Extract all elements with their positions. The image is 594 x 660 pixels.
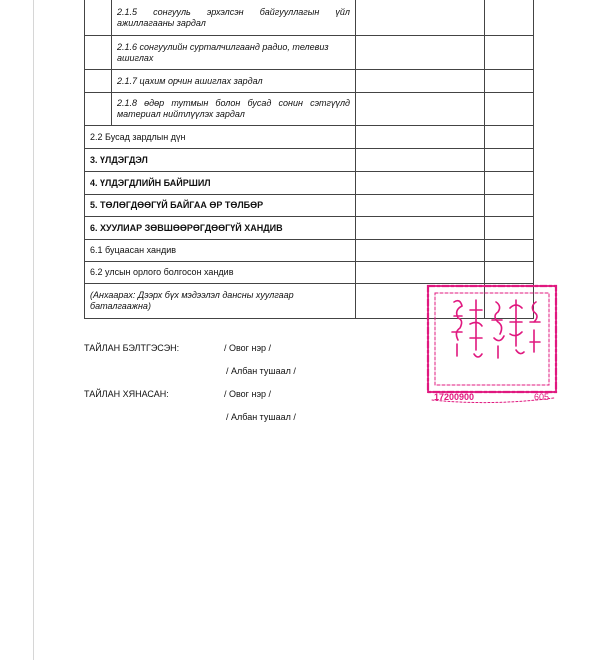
table-row bbox=[85, 126, 534, 149]
table-row bbox=[85, 149, 534, 172]
stamp-script-3 bbox=[492, 302, 504, 358]
official-stamp bbox=[424, 272, 560, 412]
reviewed-name: / Овог нэр / bbox=[224, 389, 272, 399]
row-label: 6.1 буцаасан хандив bbox=[85, 240, 356, 262]
row-label: 6. ХУУЛИАР ЗӨВШӨӨРӨГДӨӨГҮЙ ХАНДИВ bbox=[85, 217, 356, 240]
page-margin-line bbox=[33, 0, 34, 660]
value-cell bbox=[485, 172, 534, 195]
indent-cell bbox=[85, 36, 112, 70]
stamp-outer-border bbox=[428, 286, 556, 392]
value-cell bbox=[356, 240, 485, 262]
table-row bbox=[85, 240, 534, 262]
prepared-label: ТАЙЛАН БЭЛТГЭСЭН: bbox=[84, 343, 180, 353]
value-cell bbox=[485, 240, 534, 262]
table-row bbox=[85, 93, 534, 126]
value-cell bbox=[356, 195, 485, 217]
table-row bbox=[85, 195, 534, 217]
row-label: 6.2 улсын орлого болгосон хандив bbox=[85, 262, 356, 284]
value-cell bbox=[485, 126, 534, 149]
value-cell bbox=[356, 217, 485, 240]
stamp-number-tail: 605 bbox=[534, 392, 550, 402]
row-label: 2.2 Бусад зардлын дүн bbox=[85, 126, 356, 149]
value-cell bbox=[485, 0, 534, 36]
table-row bbox=[85, 172, 534, 195]
table-row bbox=[85, 0, 534, 36]
row-label: 4. ҮЛДЭГДЛИЙН БАЙРШИЛ bbox=[85, 172, 356, 195]
value-cell bbox=[485, 217, 534, 240]
table-row bbox=[85, 70, 534, 93]
value-cell bbox=[356, 126, 485, 149]
indent-cell bbox=[85, 0, 112, 36]
row-label: 2.1.8 өдөр тутмын болон бусад сонин сэтгүүлд материал нийтлүүлэх зардал bbox=[112, 93, 356, 126]
stamp-script-2 bbox=[470, 300, 482, 357]
row-label: 2.1.7 цахим орчин ашиглах зардал bbox=[112, 70, 356, 93]
prepared-name: / Овог нэр / bbox=[224, 343, 272, 353]
value-cell bbox=[485, 149, 534, 172]
row-label: 2.1.5 сонгууль эрхэлсэн байгууллагын үйл ажиллагааны зардал bbox=[112, 0, 356, 36]
table-row bbox=[85, 217, 534, 240]
stamp-script-5 bbox=[530, 302, 540, 352]
table-row bbox=[85, 36, 534, 70]
value-cell bbox=[356, 172, 485, 195]
row-label: 2.1.6 сонгуулийн сурталчилгаанд радио, телевиз ашиглах bbox=[112, 36, 356, 70]
row-label: 5. ТӨЛӨГДӨӨГҮЙ БАЙГАА ӨР ТӨЛБӨР bbox=[85, 195, 356, 217]
value-cell bbox=[485, 70, 534, 93]
value-cell bbox=[356, 149, 485, 172]
indent-cell bbox=[85, 70, 112, 93]
reviewed-label: ТАЙЛАН ХЯНАСАН: bbox=[84, 389, 169, 399]
row-label: 3. ҮЛДЭГДЭЛ bbox=[85, 149, 356, 172]
prepared-position: / Албан тушаал / bbox=[226, 366, 296, 376]
value-cell bbox=[356, 36, 485, 70]
stamp-script-1 bbox=[452, 301, 462, 356]
value-cell bbox=[485, 36, 534, 70]
value-cell bbox=[356, 0, 485, 36]
stamp-script-4 bbox=[510, 300, 524, 354]
value-cell bbox=[485, 195, 534, 217]
value-cell bbox=[485, 93, 534, 126]
indent-cell bbox=[85, 93, 112, 126]
reviewed-position: / Албан тушаал / bbox=[226, 412, 296, 422]
value-cell bbox=[356, 70, 485, 93]
row-label: (Анхаарах: Дээрх бүх мэдээлэл дансны хуулгаар баталгаажна) bbox=[85, 284, 356, 319]
stamp-number: 17200900 bbox=[434, 392, 475, 402]
value-cell bbox=[356, 93, 485, 126]
